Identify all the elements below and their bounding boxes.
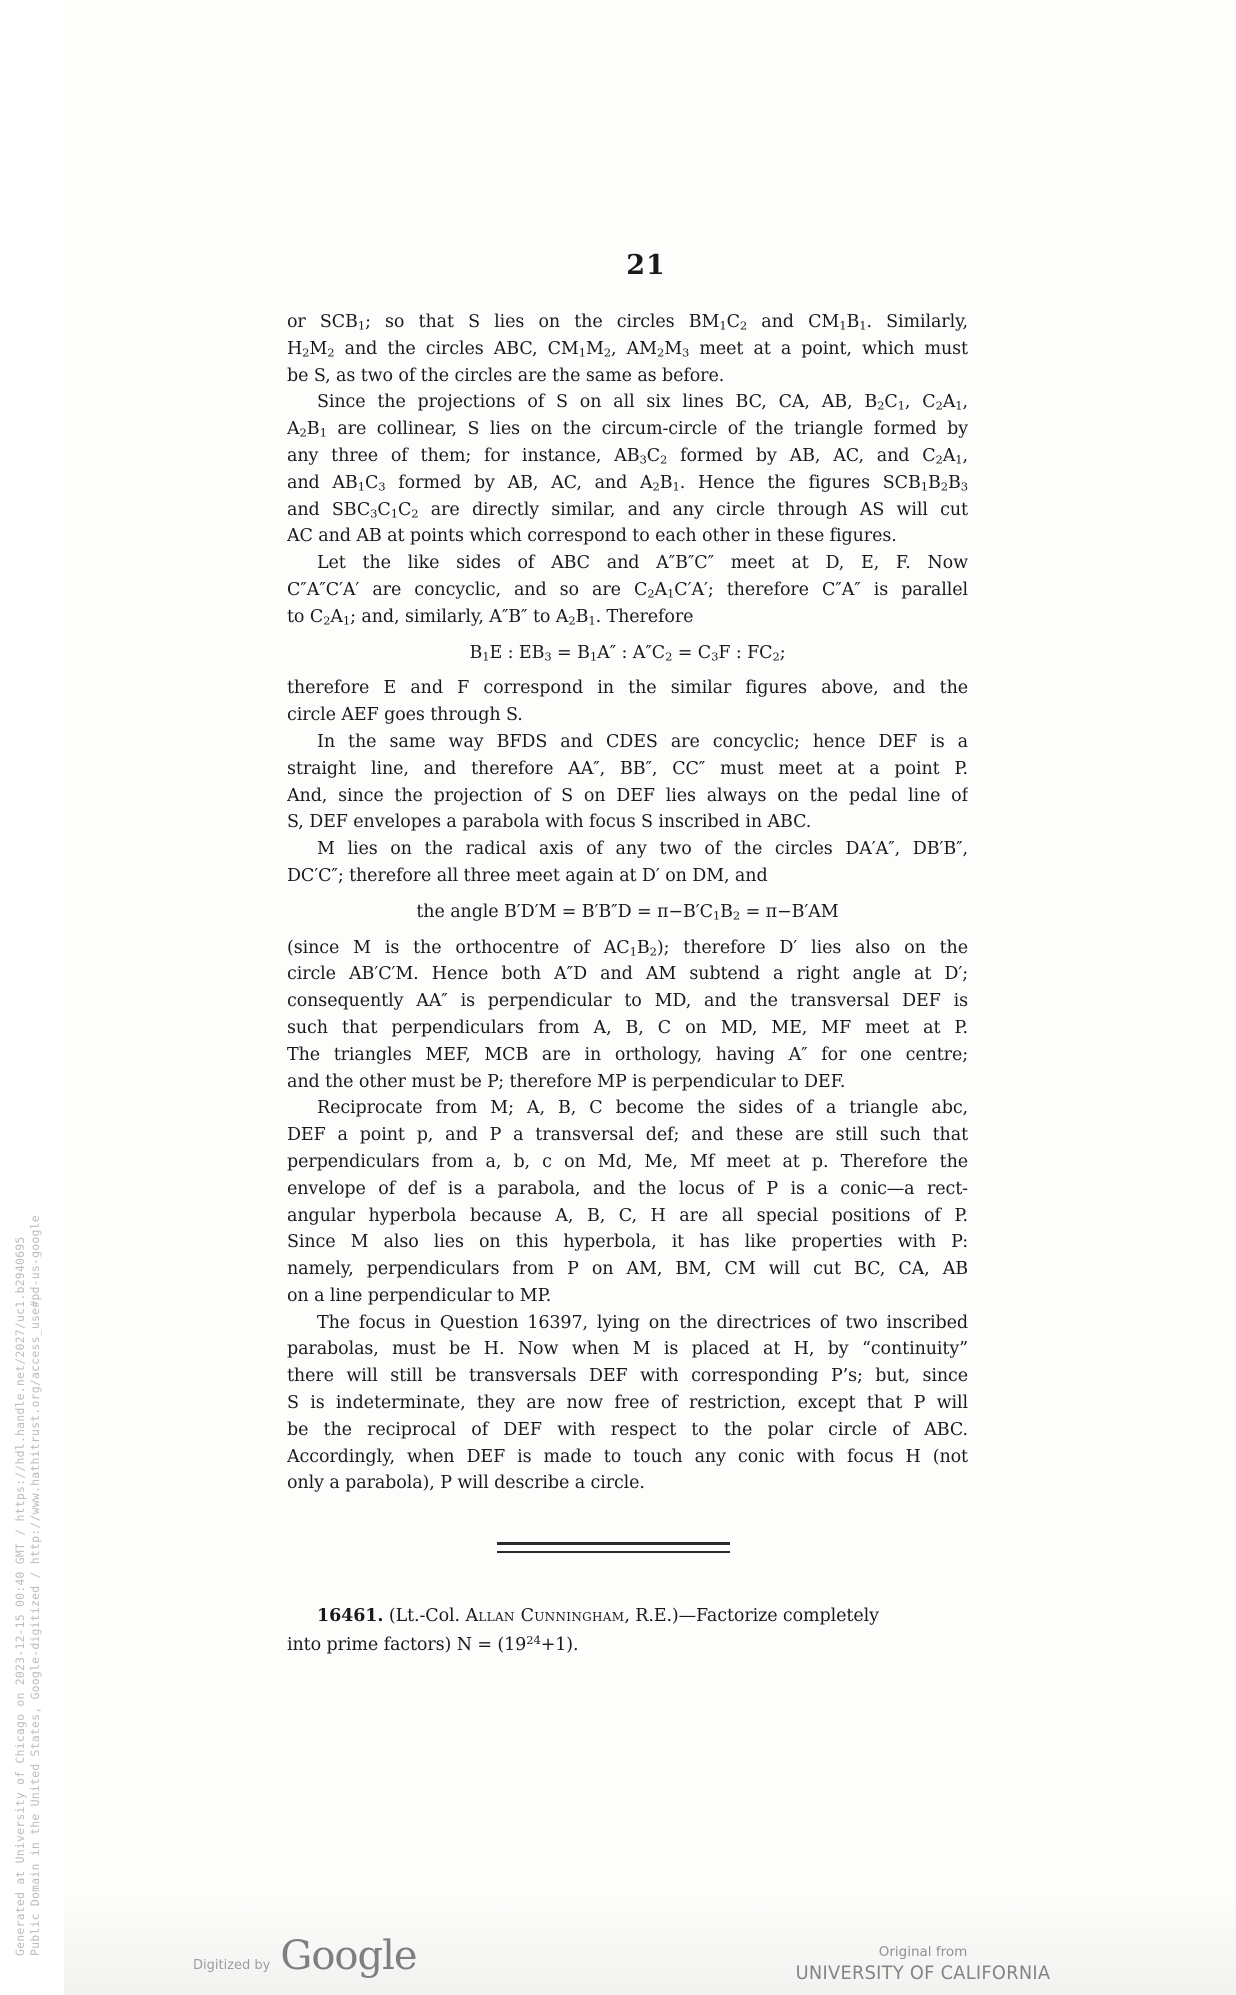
text-line: or $SCB_1$; so that S lies on the circles $BM_1C_2$ and $CM_1B_1$. Similarly, [287,312,968,333]
text-line: (since M is the orthocentre of $AC_1B_2$); therefore D′ lies also on the [287,937,968,958]
text-line: Reciprocate from M; A, B, C become the sides of a triangle abc, [317,1098,968,1119]
footer-right [773,1944,1073,1984]
equation-line: the angle $B'D'M = B'B''D = \pi-B'C_1B_2 = \pi-B'AM$ [416,901,839,923]
text-line: such that perpendiculars from A, B, C on MD, ME, MF meet at P. [287,1017,968,1038]
text-line: And, since the projection of S on DEF lies always on the pedal line of [287,785,968,806]
text-line: and $AB_1C_3$ formed by AB, AC, and $A_2B_1$. Hence the figures $SCB_1B_2B_3$ [287,472,968,494]
text-line: therefore E and F correspond in the similar figures above, and the [287,678,968,699]
body-text [287,309,968,1497]
text-line: envelope of def is a parabola, and the locus of P is a conic—a rect- [287,1178,968,1199]
google-logo: Google [280,1933,417,1979]
text-line: Since M also lies on this hyperbola, it has like properties with P: [287,1232,968,1253]
university-label: UNIVERSITY OF CALIFORNIA [795,1963,1051,1984]
text-line: to $C_2A_1$; and, similarly, A″B″ to $A_2B_1$. Therefore [287,606,694,628]
text-line: be the reciprocal of DEF with respect to the polar circle of ABC. [287,1419,968,1440]
text-line: into prime factors) $N = (19^{24}+1)$. [287,1633,579,1655]
text-line: consequently AA″ is perpendicular to MD, and the transversal DEF is [287,991,968,1012]
text-line: 16461. (Lt.-Col. Allan Cunningham, R.E.)—Factorize completely [317,1606,879,1626]
text-line: only a parabola), P will describe a circle. [287,1473,645,1494]
text-line: DEF a point p, and P a transversal def; and these are still such that [287,1125,968,1146]
text-line: S, DEF envelopes a parabola with focus S inscribed in ABC. [287,812,812,833]
text-line: and the other must be P; therefore MP is perpendicular to DEF. [287,1071,846,1092]
text-line: Accordingly, when DEF is made to touch any conic with focus H (not [287,1446,968,1467]
text-line: In the same way BFDS and CDES are concyclic; hence DEF is a [317,731,968,752]
text-line: namely, perpendiculars from P on AM, BM, CM will cut BC, CA, AB [287,1259,968,1280]
text-line: The triangles MEF, MCB are in orthology, having A″ for one centre; [287,1044,968,1065]
text-line: perpendiculars from a, b, c on Md, Me, Mf meet at p. Therefore the [287,1151,968,1172]
watermark-line-generated: Generated at University of Chicago on 2023-12-15 00:40 GMT / https://hdl.handle.net/2027/uc1.b2940695 [13,1236,27,1956]
text-line: on a line perpendicular to MP. [287,1285,552,1306]
sidebar-watermark [13,1215,43,1956]
text-line: C″A″C′A′ are concyclic, and so are $C_2A_1C'A'$; therefore C″A″ is parallel [287,579,968,601]
text-line: Let the like sides of ABC and A″B″C″ meet at D, E, F. Now [317,553,968,574]
text-line: straight line, and therefore AA″, BB″, CC″ must meet at a point P. [287,758,968,779]
equation-line: $B_1E$ : $EB_3 = B_1A''$ : $A''C_2 = C_3F$ : $FC_2$; [469,642,786,663]
digitized-by-label: Digitized by [193,1958,271,1973]
text-line: angular hyperbola because A, B, C, H are all special positions of P. [287,1205,968,1226]
text-line: The focus in Question 16397, lying on the directrices of two inscribed [317,1312,968,1333]
footer-left [193,1933,417,1979]
text-line: $H_2M_2$ and the circles ABC, $CM_1M_2$, $AM_2M_3$ meet at a point, which must [287,338,968,360]
text-line: parabolas, must be H. Now when M is placed at H, by “continuity” [287,1339,968,1360]
text-line: $A_2B_1$ are collinear, S lies on the circum-circle of the triangle formed by [287,419,968,440]
text-line: and $SBC_3C_1C_2$ are directly similar, and any circle through AS will cut [287,499,968,520]
section-divider [497,1542,730,1553]
text-line: DC′C″; therefore all three meet again at D′ on DM, and [287,865,768,886]
text-line: there will still be transversals DEF with corresponding P’s; but, since [287,1366,968,1387]
text-line: Since the projections of S on all six lines BC, CA, AB, $B_2C_1$, $C_2A_1$, [317,392,968,413]
text-line: any three of them; for instance, $AB_3C_2$ formed by AB, AC, and $C_2A_1$, [287,445,968,467]
text-line: M lies on the radical axis of any two of the circles DA′A″, DB′B″, [317,839,968,860]
page-number: 21 [626,250,666,281]
watermark-line-public-domain: Public Domain in the United States, Google-digitized / http://www.hathitrust.org/access_use#pd-us-google [28,1215,42,1956]
text-line: circle AB′C′M. Hence both A″D and AM subtend a right angle at D′; [287,964,968,985]
text-line: AC and AB at points which correspond to each other in these figures. [287,526,897,547]
text-line: S is indeterminate, they are now free of restriction, except that P will [287,1393,968,1414]
question-16461 [287,1602,968,1660]
text-line: be S, as two of the circles are the same as before. [287,365,725,386]
text-line: circle AEF goes through S. [287,705,523,726]
original-from-label: Original from [878,1944,968,1960]
